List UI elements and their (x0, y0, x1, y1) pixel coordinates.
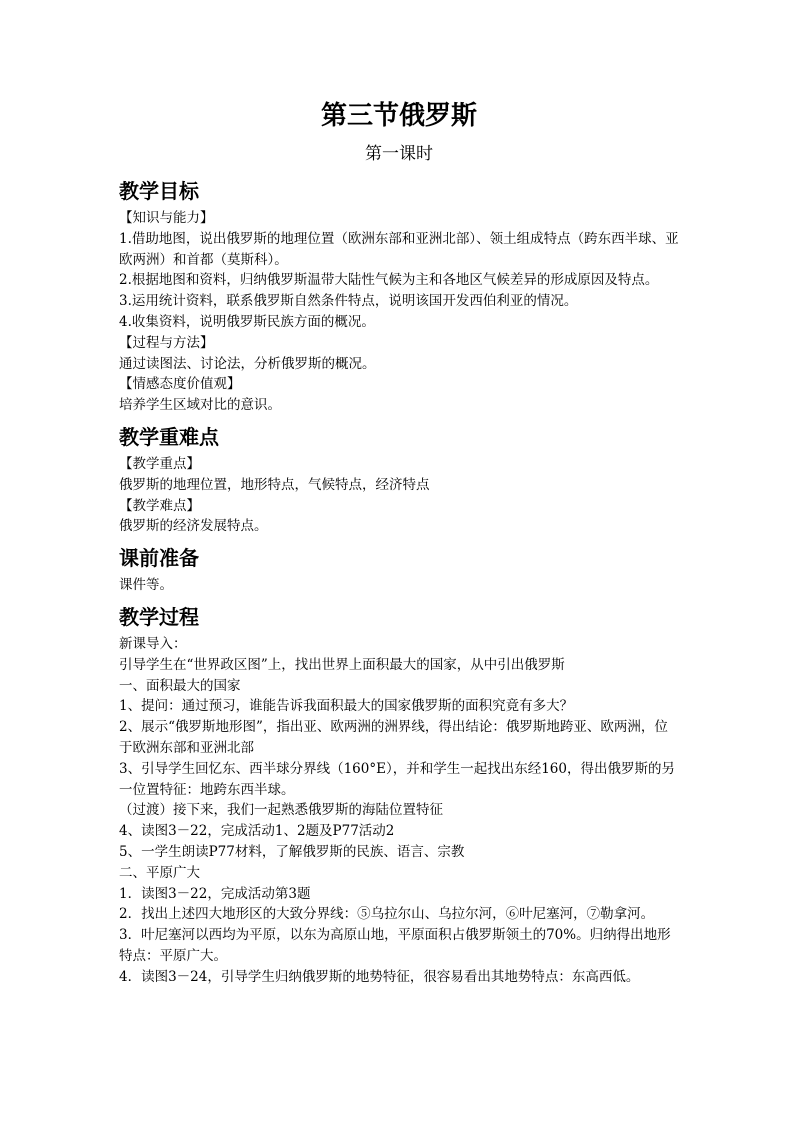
text-line: 2.根据地图和资料，归纳俄罗斯温带大陆性气候为主和各地区气候差异的形成原因及特点。 (119, 272, 659, 289)
text-line: 新课导入： (119, 635, 187, 652)
text-line: 【知识与能力】 (119, 210, 214, 226)
text-line: 3.运用统计资料，联系俄罗斯自然条件特点，说明该国开发西伯利亚的情况。 (119, 293, 578, 310)
text-line: 3．叶尼塞河以西均为平原，以东为高原山地，平原面积占俄罗斯领土的70%。归纳得出地形特点：平原广大。 (119, 927, 671, 964)
text-line: 4．读图3－24，引导学生归纳俄罗斯的地势特征，很容易看出其地势特点：东高西低。 (119, 968, 640, 985)
section-key-points (119, 420, 679, 537)
text-line: 通过读图法、讨论法，分析俄罗斯的概况。 (119, 355, 376, 372)
document-title: 第三节俄罗斯 (320, 101, 477, 131)
text-line: 1．读图3－22，完成活动第3题 (119, 885, 311, 902)
section-preparation (119, 541, 679, 596)
text-line: 课件等。 (119, 577, 173, 594)
text-line: 二、平原广大 (119, 864, 200, 881)
text-line: 5、一学生朗读P77材料，了解俄罗斯的民族、语言、宗教 (119, 843, 465, 860)
section-heading: 教学过程 (119, 604, 199, 629)
section-teaching-process (119, 600, 679, 988)
section-heading: 教学重难点 (119, 424, 219, 449)
text-line: 2．找出上述四大地形区的大致分界线：⑤乌拉尔山、乌拉尔河，⑥叶尼塞河，⑦勒拿河。 (119, 906, 655, 923)
text-line: 2、展示“俄罗斯地形图”，指出亚、欧两洲的洲界线，得出结论：俄罗斯地跨亚、欧两洲，位于欧洲东部和亚洲北部 (119, 719, 668, 756)
text-line: 俄罗斯的经济发展特点。 (119, 518, 268, 535)
text-line: 3、引导学生回忆东、西半球分界线（160°E），并和学生一起找出东经160，得出俄罗斯的另一位置特征：地跨东西半球。 (119, 760, 675, 798)
text-line: 俄罗斯的地理位置，地形特点，气候特点，经济特点 (119, 476, 430, 493)
text-line: 【教学难点】 (119, 497, 200, 514)
section-teaching-goals (119, 174, 679, 416)
text-line: 【情感态度价值观】 (119, 376, 241, 393)
text-line: 4.收集资料，说明俄罗斯民族方面的概况。 (119, 313, 375, 330)
section-heading: 课前准备 (119, 546, 199, 571)
text-line: 1.借助地图，说出俄罗斯的地理位置（欧洲东部和亚洲北部）、领土组成特点（跨东西半球、亚欧两洲）和首都（莫斯科）。 (119, 230, 679, 268)
text-line: 引导学生在“世界政区图”上，找出世界上面积最大的国家，从中引出俄罗斯 (119, 656, 565, 673)
text-line: 4、读图3－22，完成活动1、2题及P77活动2 (119, 823, 395, 840)
text-line: 【过程与方法】 (119, 334, 214, 351)
text-line: （过渡）接下来，我们一起熟悉俄罗斯的海陆位置特征 (119, 802, 443, 819)
text-line: 1、提问：通过预习，谁能告诉我面积最大的国家俄罗斯的面积究竟有多大？ (119, 698, 574, 715)
text-line: 【教学重点】 (119, 455, 200, 472)
document-subtitle: 第一课时 (365, 144, 433, 164)
document-page (119, 96, 679, 988)
text-line: 一、面积最大的国家 (119, 677, 241, 694)
text-line: 培养学生区域对比的意识。 (119, 397, 281, 414)
section-heading: 教学目标 (119, 179, 199, 203)
